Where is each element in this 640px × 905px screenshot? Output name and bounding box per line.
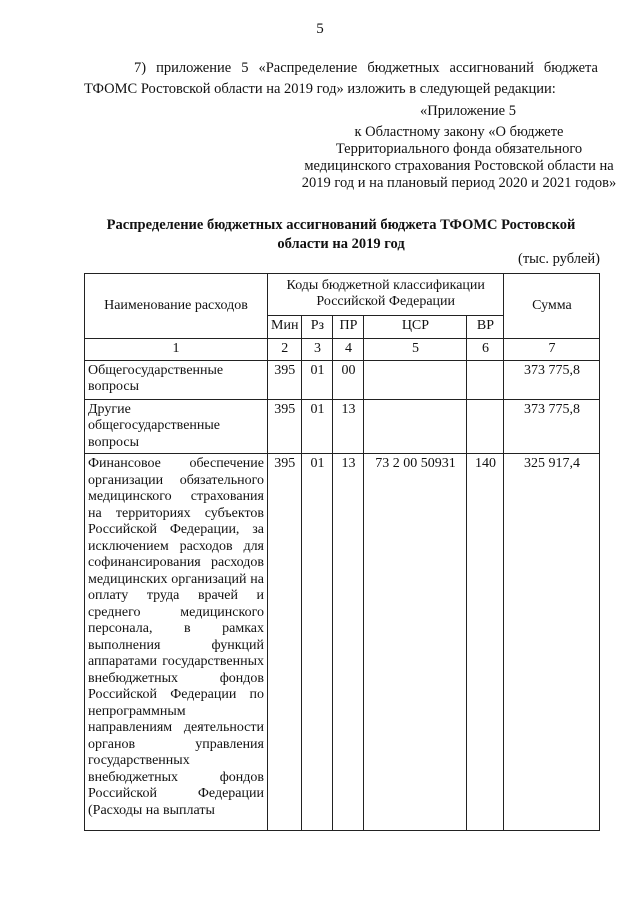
row-name: Другие общегосударственные вопросы xyxy=(85,399,268,454)
row-name: Общегосударственные вопросы xyxy=(85,360,268,399)
header-pr: ПР xyxy=(333,315,364,339)
row-sum: 325 917,4 xyxy=(504,454,600,831)
appendix-reference: к Областному закону «О бюджете Территориального фонда обязательного медицинского страхования Ростовской области на 2019 год и на плановый период 2020 и 2021 годов» xyxy=(301,124,617,191)
header-csr: ЦСР xyxy=(364,315,467,339)
header-codes: Коды бюджетной классификации Российской Федерации xyxy=(268,274,504,316)
row-rz: 01 xyxy=(302,360,333,399)
row-csr xyxy=(364,399,467,454)
row-rz: 01 xyxy=(302,399,333,454)
intro-paragraph: 7) приложение 5 «Распределение бюджетных ассигнований бюджета ТФОМС Ростовской области на 2019 год» изложить в следующей редакции: xyxy=(84,60,598,97)
row-csr: 73 2 00 50931 xyxy=(364,454,467,831)
header-vr: ВР xyxy=(467,315,504,339)
row-min: 395 xyxy=(268,399,302,454)
col-number: 7 xyxy=(504,339,600,361)
document-title: Распределение бюджетных ассигнований бюджета ТФОМС Ростовской области на 2019 год xyxy=(106,217,576,252)
row-vr xyxy=(467,360,504,399)
row-pr: 13 xyxy=(333,399,364,454)
units-label: (тыс. рублей) xyxy=(518,251,600,267)
column-number-row xyxy=(85,339,600,361)
row-pr: 00 xyxy=(333,360,364,399)
row-rz: 01 xyxy=(302,454,333,831)
row-csr xyxy=(364,360,467,399)
row-sum: 373 775,8 xyxy=(504,399,600,454)
row-min: 395 xyxy=(268,360,302,399)
col-number: 1 xyxy=(85,339,268,361)
table-row xyxy=(85,454,600,831)
budget-table xyxy=(84,273,600,831)
header-sum: Сумма xyxy=(504,274,600,339)
page-number: 5 xyxy=(316,21,324,37)
header-min: Мин xyxy=(268,315,302,339)
col-number: 6 xyxy=(467,339,504,361)
row-min: 395 xyxy=(268,454,302,831)
table-row xyxy=(85,360,600,399)
row-sum: 373 775,8 xyxy=(504,360,600,399)
row-pr: 13 xyxy=(333,454,364,831)
header-name: Наименование расходов xyxy=(85,274,268,339)
col-number: 3 xyxy=(302,339,333,361)
col-number: 5 xyxy=(364,339,467,361)
row-name: Финансовое обеспечение организации обязательного медицинского страхования на территориях субъектов Российской Федерации, за исключением расходов для софинансирования расходов медицинских организаций на оплату труда врачей и среднего медицинского персонала, в рамках выполнения функций аппаратами государственных внебюджетных фондов Российской Федерации по непрограммным направлениям деятельности органов управления государственных внебюджетных фондов Российской Федерации (Расходы на выплаты xyxy=(85,454,268,831)
table-header-row xyxy=(85,274,600,316)
appendix-title: «Приложение 5 xyxy=(420,103,516,119)
row-vr: 140 xyxy=(467,454,504,831)
col-number: 2 xyxy=(268,339,302,361)
col-number: 4 xyxy=(333,339,364,361)
header-rz: Рз xyxy=(302,315,333,339)
row-vr xyxy=(467,399,504,454)
table-row xyxy=(85,399,600,454)
